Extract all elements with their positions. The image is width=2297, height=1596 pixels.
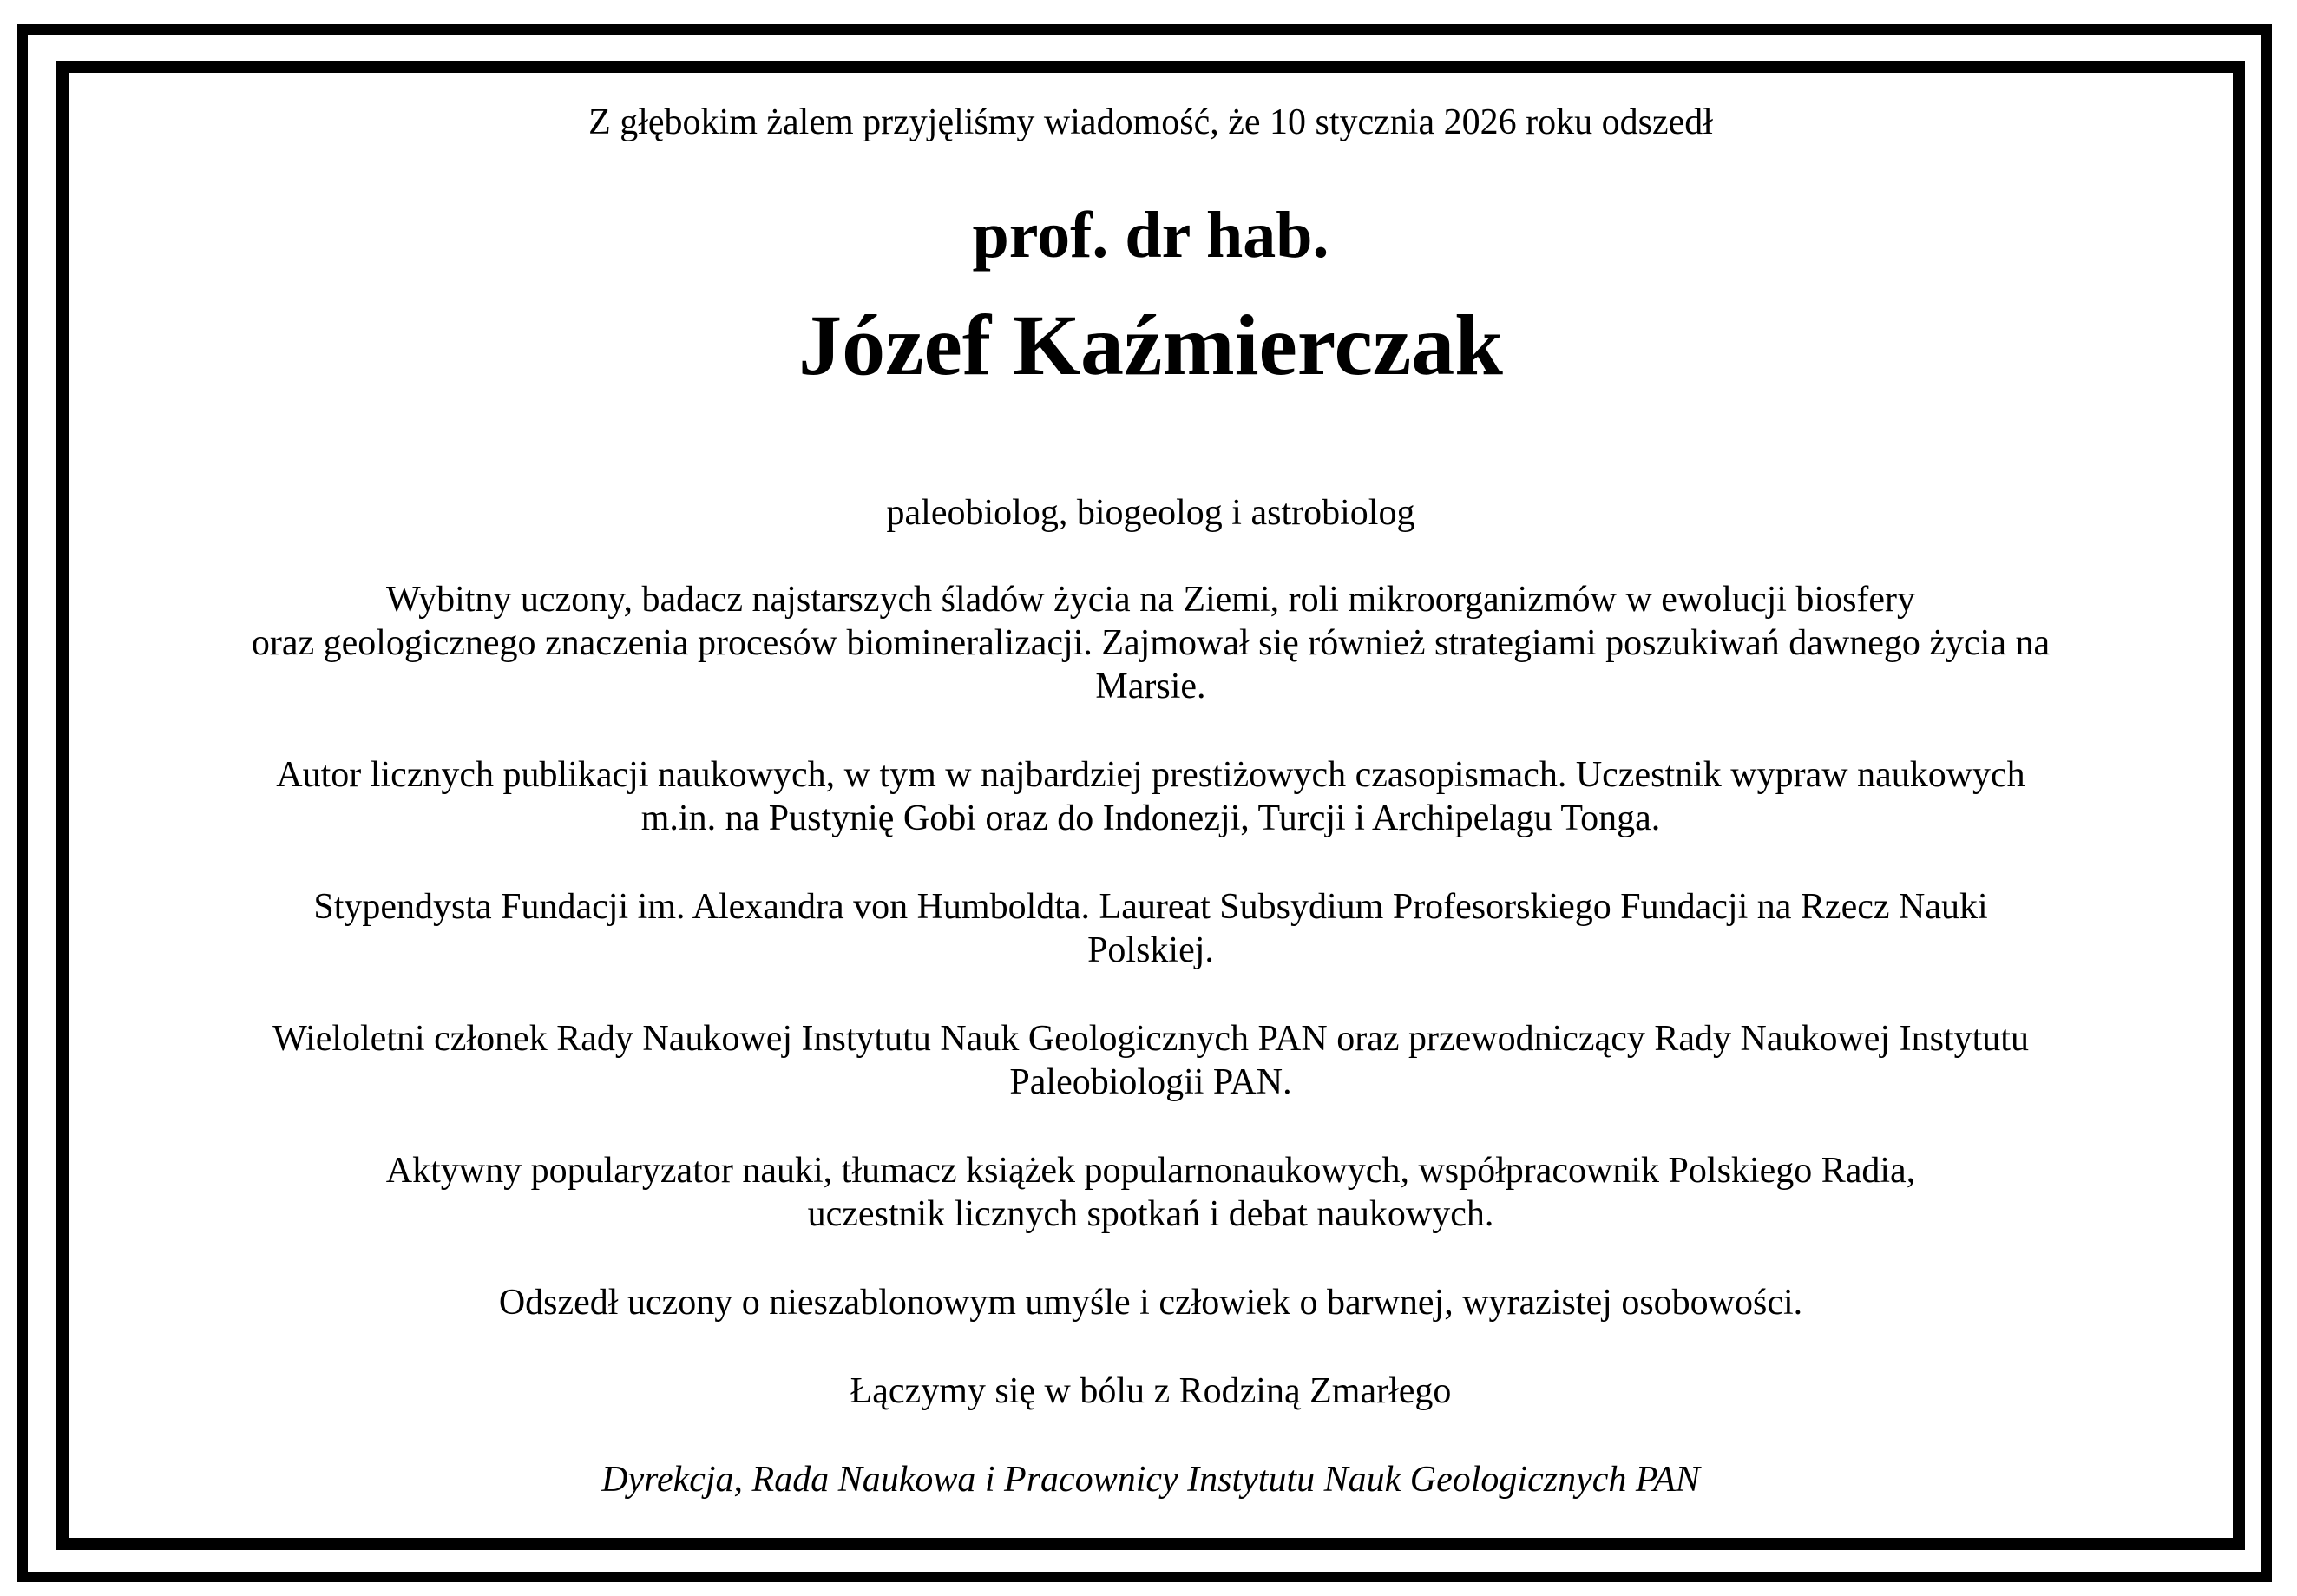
academic-title: prof. dr hab. <box>972 199 1329 272</box>
paragraph-1-line-2: oraz geologicznego znaczenia procesów biomineralizacji. Zajmował się również strategiami poszukiwań dawnego życia na <box>251 623 2051 663</box>
paragraph-2-line-2: m.in. na Pustynię Gobi oraz do Indonezji, Turcji i Archipelagu Tonga. <box>640 798 1661 838</box>
paragraph-2-line-1: Autor licznych publikacji naukowych, w tym w najbardziej prestiżowych czasopismach. Uczestnik wypraw naukowych <box>276 755 2025 795</box>
paragraph-5-line-1: Aktywny popularyzator nauki, tłumacz książek popularnonaukowych, współpracownik Polskiego Radia, <box>385 1151 1916 1191</box>
condolence-text: Łączymy się w bólu z Rodziną Zmarłego <box>850 1371 1452 1411</box>
signature-text: Dyrekcja, Rada Naukowa i Pracownicy Instytutu Nauk Geologicznych PAN <box>601 1460 1700 1500</box>
paragraph-5-line-2: uczestnik licznych spotkań i debat naukowych. <box>807 1194 1494 1234</box>
intro-text: Z głębokim żalem przyjęliśmy wiadomość, że 10 stycznia 2026 roku odszedł <box>588 102 1713 142</box>
profession-text: paleobiolog, biogeolog i astrobiolog <box>886 493 1415 533</box>
paragraph-4-line-1: Wieloletni członek Rady Naukowej Instytutu Nauk Geologicznych PAN oraz przewodniczący Rady Naukowej Instytutu <box>272 1019 2029 1059</box>
paragraph-6: Odszedł uczony o nieszablonowym umyśle i człowiek o barwnej, wyrazistej osobowości. <box>498 1283 1803 1323</box>
paragraph-1-line-1: Wybitny uczony, badacz najstarszych śladów życia na Ziemi, roli mikroorganizmów w ewolucji biosfery <box>385 580 1916 620</box>
paragraph-3-line-1: Stypendysta Fundacji im. Alexandra von Humboldta. Laureat Subsydium Profesorskiego Fundacji na Rzecz Nauki <box>313 887 1988 927</box>
paragraph-3-line-2: Polskiej. <box>1087 930 1214 970</box>
paragraph-1-line-3: Marsie. <box>1095 667 1206 706</box>
deceased-name: Józef Kaźmierczak <box>798 297 1503 393</box>
paragraph-4-line-2: Paleobiologii PAN. <box>1009 1062 1292 1102</box>
